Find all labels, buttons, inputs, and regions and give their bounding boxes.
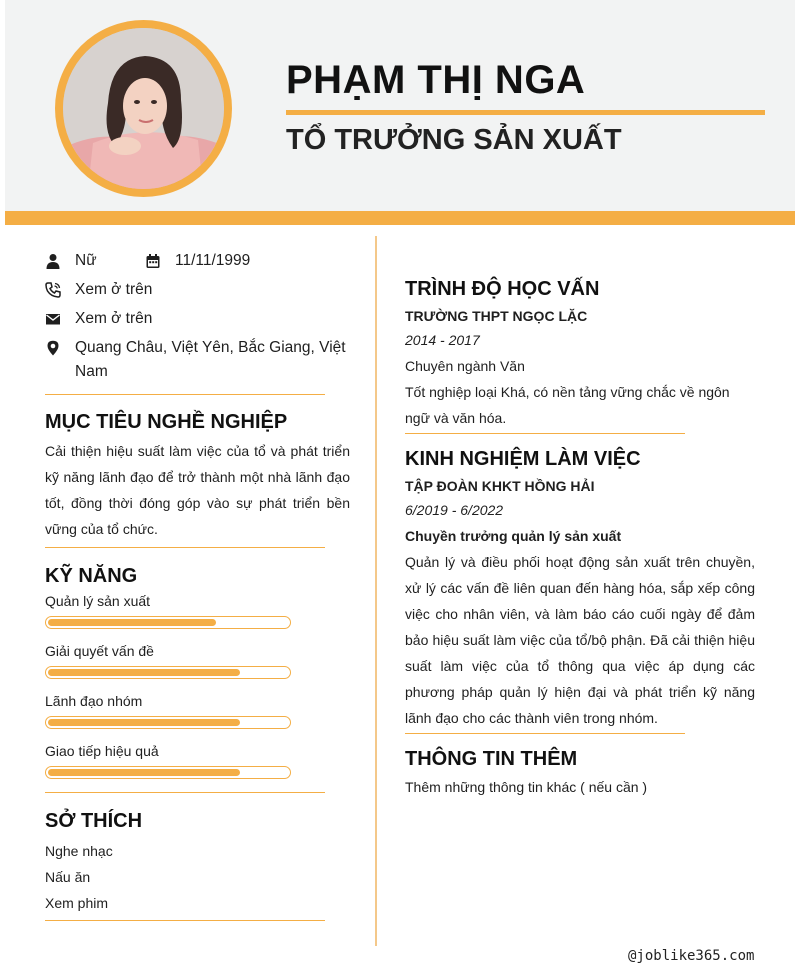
experience-role: Chuyền trưởng quản lý sản xuất — [405, 528, 622, 544]
education-major: Chuyên ngành Văn — [405, 358, 525, 374]
calendar-icon — [145, 253, 161, 269]
left-column — [45, 249, 350, 921]
skills-list — [45, 592, 350, 779]
phone-icon — [45, 282, 61, 298]
hobbies-heading: SỞ THÍCH — [45, 810, 143, 832]
experience-dates: 6/2019 - 6/2022 — [405, 502, 504, 518]
skill-bar-track — [45, 666, 291, 679]
section-divider — [45, 394, 325, 395]
skill-bar-fill — [48, 669, 240, 676]
phone-value: Xem ở trên — [75, 281, 153, 298]
job-title: TỔ TRƯỞNG SẢN XUẤT — [286, 124, 622, 156]
gender-value: Nữ — [75, 252, 97, 269]
skill-bar-track — [45, 616, 291, 629]
skill-label: Lãnh đạo nhóm — [45, 693, 143, 709]
watermark-text: @joblike365.com — [628, 948, 755, 964]
education-school: TRƯỜNG THPT NGỌC LẶC — [405, 308, 588, 324]
section-divider — [45, 792, 325, 793]
experience-heading: KINH NGHIỆM LÀM VIỆC — [405, 448, 641, 470]
skill-label: Quản lý sản xuất — [45, 593, 151, 609]
avatar — [63, 28, 224, 189]
skills-heading: KỸ NĂNG — [45, 565, 138, 587]
skill-label: Giải quyết vấn đề — [45, 643, 154, 659]
section-divider — [45, 920, 325, 921]
extra-heading: THÔNG TIN THÊM — [405, 748, 578, 770]
contact-gender-birthday-row — [45, 249, 350, 273]
hobby-item: Xem phim — [45, 895, 109, 911]
section-divider — [405, 733, 685, 734]
objective-heading: MỤC TIÊU NGHỀ NGHIỆP — [45, 411, 288, 433]
right-column — [405, 276, 755, 800]
section-divider — [405, 433, 685, 434]
address-value: Quang Châu, Việt Yên, Bắc Giang, Việt Nam — [75, 339, 346, 380]
skill-bar-track — [45, 716, 291, 729]
contact-phone-row — [45, 278, 350, 302]
skill-label: Giao tiếp hiệu quả — [45, 743, 159, 759]
location-pin-icon — [45, 340, 61, 356]
email-value: Xem ở trên — [75, 310, 153, 327]
objective-text: Cải thiện hiệu suất làm việc của tổ và phát triển kỹ năng lãnh đạo để trở thành một nhà lãnh đạo tốt, đồng thời đóng góp vào sự phát triển bền vững của tổ chức. — [45, 443, 350, 537]
birthday-value: 11/11/1999 — [175, 252, 251, 269]
contact-address-row — [45, 336, 350, 384]
header-accent-bar — [5, 211, 795, 225]
column-divider — [375, 236, 377, 946]
skill-bar-track — [45, 766, 291, 779]
contact-email-row — [45, 307, 350, 331]
education-dates: 2014 - 2017 — [405, 332, 480, 348]
skill-bar-fill — [48, 719, 240, 726]
mail-icon — [45, 311, 61, 327]
experience-detail: Quản lý và điều phối hoạt động sản xuất trên chuyền, xử lý các vấn đề liên quan đến hàng hóa, sắp xếp công việc cho nhân viên, và làm báo cáo cuối ngày để đảm bảo hiệu suất làm việc của tổ/bộ phận. Đã cải thiện hiệu suất làm việc của tổ thông qua việc áp dụng các phương pháp quản lý hiện đại và phát triển kỹ năng lãnh đạo cho các thành viên trong nhóm. — [405, 554, 755, 726]
name-underline — [286, 110, 765, 115]
hobby-item: Nấu ăn — [45, 869, 91, 885]
skill-bar-fill — [48, 769, 240, 776]
education-heading: TRÌNH ĐỘ HỌC VẤN — [405, 278, 600, 300]
avatar-portrait — [63, 28, 224, 189]
extra-text: Thêm những thông tin khác ( nếu cần ) — [405, 779, 648, 795]
experience-company: TẬP ĐOÀN KHKT HỒNG HẢI — [405, 478, 595, 494]
candidate-name: PHẠM THỊ NGA — [286, 58, 586, 102]
user-icon — [45, 253, 61, 269]
section-divider — [45, 547, 325, 548]
education-detail: Tốt nghiệp loại Khá, có nền tảng vững chắc về ngôn ngữ và văn hóa. — [405, 384, 730, 426]
hobbies-list — [45, 838, 350, 916]
hobby-item: Nghe nhạc — [45, 843, 113, 859]
skill-bar-fill — [48, 619, 216, 626]
